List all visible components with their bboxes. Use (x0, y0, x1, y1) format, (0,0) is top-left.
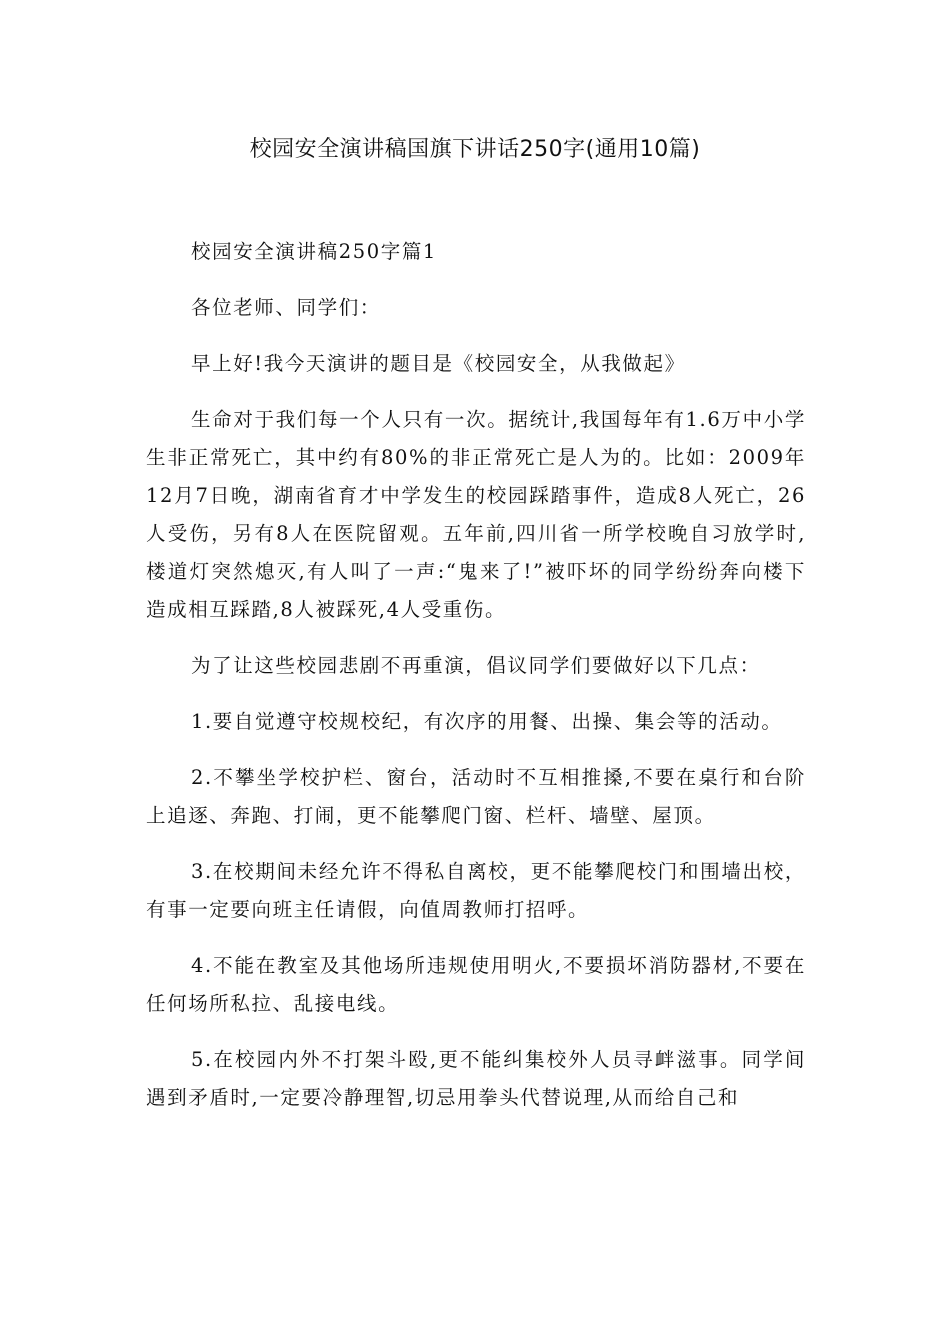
body-paragraph: 生命对于我们每一个人只有一次。据统计,我国每年有1.6万中小学生非正常死亡，其中约有80%的非正常死亡是人为的。比如：2009年12月7日晚，湖南省育才中学发生的校园踩踏事件，造成8人死亡，26人受伤，另有8人在医院留观。五年前,四川省一所学校晚自习放学时,楼道灯突然熄灭,有人叫了一声:“鬼来了!”被吓坏的同学纷纷奔向楼下造成相互踩踏,8人被踩死,4人受重伤。 (146, 408, 806, 621)
document-body (146, 233, 806, 1117)
list-item: 1.要自觉遵守校规校纪，有次序的用餐、出操、集会等的活动。 (191, 710, 783, 733)
list-item: 2.不攀坐学校护栏、窗台，活动时不互相推搡,不要在桌行和台阶上追逐、奔跑、打闹，更不能攀爬门窗、栏杆、墙壁、屋顶。 (146, 766, 806, 827)
list-item: 4.不能在教室及其他场所违规使用明火,不要损坏消防器材,不要在任何场所私拉、乱接电线。 (146, 954, 806, 1015)
body-paragraph: 为了让这些校园悲剧不再重演，倡议同学们要做好以下几点： (191, 654, 761, 677)
salutation: 各位老师、同学们： (191, 296, 381, 319)
list-item: 3.在校期间未经允许不得私自离校，更不能攀爬校门和围墙出校，有事一定要向班主任请假，向值周教师打招呼。 (146, 860, 806, 921)
document-title: 校园安全演讲稿国旗下讲话250字(通用10篇) (249, 137, 701, 162)
greeting-paragraph: 早上好!我今天演讲的题目是《校园安全，从我做起》 (191, 352, 686, 375)
section-heading: 校园安全演讲稿250字篇1 (191, 240, 437, 263)
list-item: 5.在校园内外不打架斗殴,更不能纠集校外人员寻衅滋事。同学间遇到矛盾时,一定要冷静理智,切忌用拳头代替说理,从而给自己和 (146, 1048, 806, 1109)
